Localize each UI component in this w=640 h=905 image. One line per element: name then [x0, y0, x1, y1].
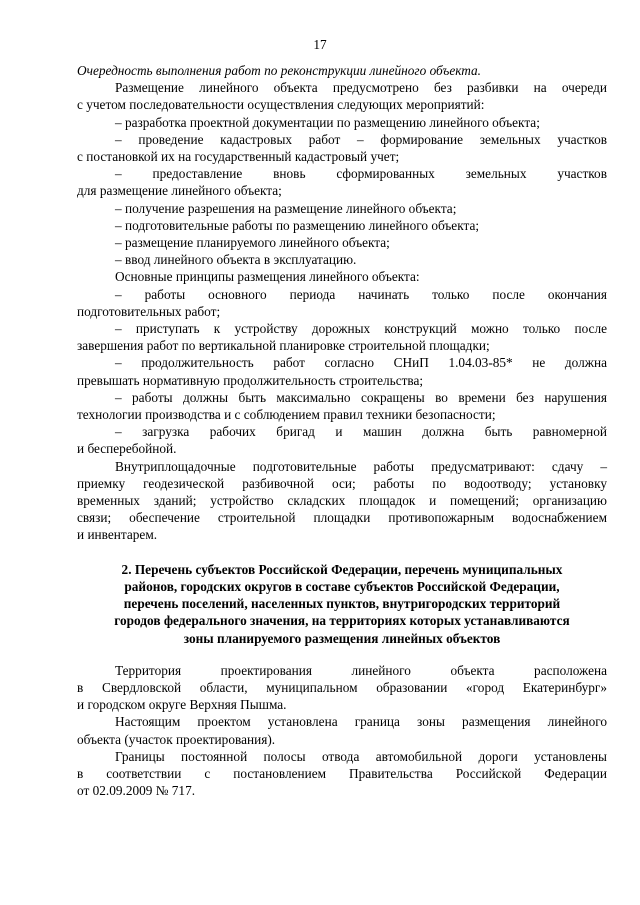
intro-line: для размещение линейного объекта; — [77, 183, 282, 199]
section-2-line: в соответствии с постановлением Правительства Российской Федерации — [77, 765, 607, 781]
heading-line: районов, городских округов в составе субъектов Российской Федерации, — [124, 578, 560, 594]
section-2-line: Границы постоянной полосы отвода автомобильной дороги установлены — [115, 748, 607, 764]
intro-line: Основные принципы размещения линейного объекта: — [115, 269, 420, 285]
section-2-heading — [77, 561, 607, 647]
intro-line: – продолжительность работ согласно СНиП 1.04.03-85* не должна — [115, 355, 607, 371]
intro-line: – работы должны быть максимально сокращены во времени без нарушения — [115, 389, 607, 405]
intro-line: с постановкой их на государственный кадастровый учет; — [77, 149, 400, 165]
heading-line: 2. Перечень субъектов Российской Федерации, перечень муниципальных — [121, 561, 563, 577]
section-2-line: Территория проектирования линейного объекта расположена — [115, 662, 607, 678]
section-2-line: от 02.09.2009 № 717. — [77, 783, 196, 799]
intro-line: Внутриплощадочные подготовительные работы предусматривают: сдачу – — [115, 458, 607, 474]
section-2-line: объекта (участок проектирования). — [77, 731, 276, 747]
intro-line: и бесперебойной. — [77, 441, 177, 457]
section-2-line: Настоящим проектом установлена граница зоны размещения линейного — [115, 714, 607, 730]
intro-line: – приступать к устройству дорожных конструкций можно только после — [115, 321, 607, 337]
intro-line: – предоставление вновь сформированных земельных участков — [115, 166, 607, 182]
intro-text-block — [77, 62, 607, 544]
intro-line: – проведение кадастровых работ – формирование земельных участков — [115, 131, 607, 147]
intro-line: – работы основного периода начинать только после окончания — [115, 286, 607, 302]
intro-line: – подготовительные работы по размещению линейного объекта; — [115, 217, 480, 233]
heading-line: городов федерального значения, на территориях которых устанавливаются — [114, 613, 570, 629]
page-number: 17 — [313, 37, 327, 52]
intro-line: – размещение планируемого линейного объекта; — [115, 235, 390, 251]
intro-line: приемку геодезической разбивочной оси; работы по водоотводу; установку — [77, 475, 607, 491]
section-2-text-block — [77, 662, 607, 800]
intro-line: с учетом последовательности осуществления следующих мероприятий: — [77, 97, 485, 113]
intro-line: превышать нормативную продолжительность строительства; — [77, 372, 424, 388]
intro-line: – получение разрешения на размещение линейного объекта; — [115, 200, 457, 216]
spacer — [77, 544, 607, 561]
intro-line: связи; обеспечение строительной площадки противопожарным водоснабжением — [77, 510, 607, 526]
intro-line: – загрузка рабочих бригад и машин должна быть равномерной — [115, 424, 607, 440]
intro-line: и инвентарем. — [77, 527, 158, 543]
section-2-line: в Свердловской области, муниципальном образовании «город Екатеринбург» — [77, 679, 607, 695]
intro-line: технологии производства и с соблюдением правил техники безопасности; — [77, 407, 496, 423]
heading-line: зоны планируемого размещения линейных объектов — [183, 630, 501, 646]
intro-line: завершения работ по вертикальной планировке строительной площадки; — [77, 338, 490, 354]
intro-line: – ввод линейного объекта в эксплуатацию. — [115, 252, 357, 268]
intro-line: Размещение линейного объекта предусмотрено без разбивки на очереди — [115, 80, 607, 96]
document-body — [77, 62, 607, 799]
intro-line: – разработка проектной документации по размещению линейного объекта; — [115, 114, 540, 130]
spacer — [77, 647, 607, 662]
intro-line: подготовительных работ; — [77, 303, 221, 319]
section-2-line: и городском округе Верхняя Пышма. — [77, 697, 287, 713]
intro-line: Очередность выполнения работ по реконструкции линейного объекта. — [77, 63, 482, 78]
intro-line: временных зданий; устройство складских площадок и помещений; организацию — [77, 493, 607, 509]
heading-line: перечень поселений, населенных пунктов, внутригородских территорий — [123, 596, 561, 612]
